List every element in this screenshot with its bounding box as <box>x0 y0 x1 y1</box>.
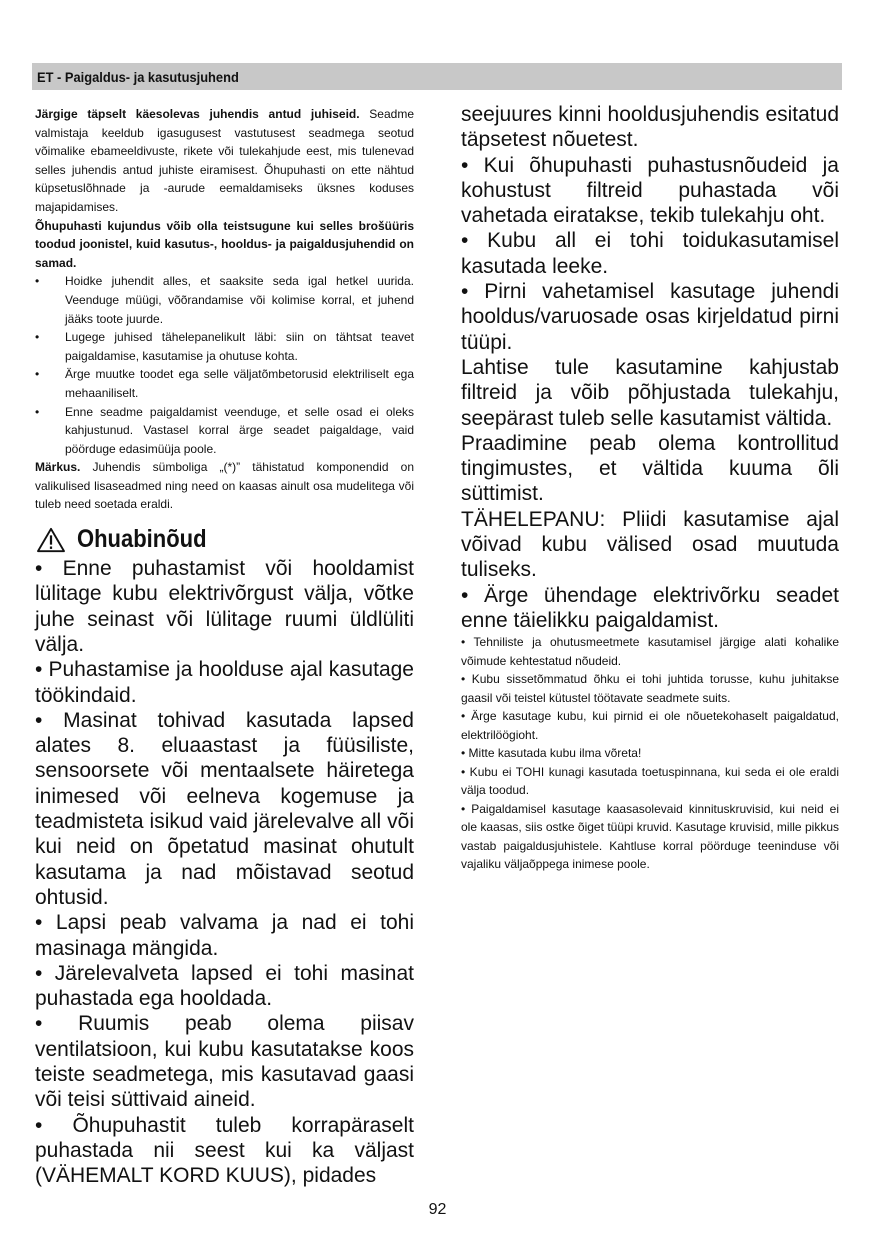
header-bar <box>32 63 842 90</box>
safety-note: • Kubu sissetõmmatud õhku ei tohi juhtida torusse, kuhu juhitakse gaasil või teistel kütustel töötavate seadmete suits. <box>461 672 839 705</box>
precaution-paragraph: • Lapsi peab valvama ja nad ei tohi masinaga mängida. <box>35 911 414 960</box>
intro-bold-text: Järgige täpselt käesolevas juhendis antud juhiseid. <box>35 107 360 121</box>
precaution-paragraph: Lahtise tule kasutamine kahjustab filtreid ja võib põhjustada tulekahju, seepärast tuleb selle kasutamist vältida. <box>461 355 839 430</box>
section-heading <box>35 525 414 554</box>
precaution-paragraph: • Õhupuhastit tuleb korrapäraselt puhastada nii seest kui ka väljast (VÄHEMALT KORD KUUS), pidades <box>35 1113 414 1188</box>
warning-triangle-icon <box>35 527 67 553</box>
precaution-paragraph: • Kui õhupuhasti puhastusnõudeid ja kohustust filtreid puhastada või vahetada eiratakse, tekib tulekahju oht. <box>461 153 839 228</box>
section-title: Ohuabinõud <box>77 525 207 554</box>
precaution-paragraph: • Kubu all ei tohi toidukasutamisel kasutada leeke. <box>461 229 839 278</box>
note-label: Märkus. <box>35 460 81 475</box>
precaution-paragraph: • Ruumis peab olema piisav ventilatsioon, kui kubu kasutatakse koos teiste seadmetega, mis kasutavad gaasi või teisi süttivaid aineid. <box>35 1012 414 1112</box>
precaution-paragraph: • Puhastamise ja hoolduse ajal kasutage töökindaid. <box>35 658 414 707</box>
bullet-symbol: • <box>35 404 40 419</box>
list-item <box>35 365 414 402</box>
warning-paragraph: TÄHELEPANU: Pliidi kasutamise ajal võivad kubu välised osad muutuda tuliseks. <box>461 507 839 582</box>
list-item-text: Enne seadme paigaldamist veenduge, et selle osad ei oleks kahjustunud. Vastasel korral ärge seadet paigaldage, vaid pöörduge edasimüüja poole. <box>65 404 414 456</box>
intro-text: Seadme valmistaja keeldub igasugusest vastutusest seadmega seotud võimalike ebameeldivuste, rikete või tulekahjude eest, mis tulenevad selles juhendis antud juhiste eiramisest. Õhupuhasti on ette nähtud küpsetuslõhnade ja -aurude eemaldamiseks üksnes koduses majapidamises. <box>35 107 414 214</box>
safety-note: • Tehniliste ja ohutusmeetmete kasutamisel järgige alati kohalike võimude kehtestatud nõudeid. <box>461 635 839 668</box>
page-number: 92 <box>428 1201 447 1218</box>
intro-bullet-list <box>35 272 414 458</box>
note-paragraph <box>35 458 414 514</box>
safety-note: • Kubu ei TOHI kunagi kasutada toetuspinnana, kui seda ei ole eraldi välja toodud. <box>461 764 839 798</box>
list-item-text: Lugege juhised tähelepanelikult läbi: siin on tähtsat teavet paigaldamise, kasutamise ja ohutuse kohta. <box>65 330 414 363</box>
list-item <box>35 328 414 365</box>
list-item <box>35 272 414 328</box>
bullet-symbol: • <box>35 274 40 289</box>
safety-note: • Ärge kasutage kubu, kui pirnid ei ole nõuetekohaselt paigaldatud, elektrilöögioht. <box>461 709 839 742</box>
intro-bold-paragraph <box>35 217 414 273</box>
intro-bold-text-2: Õhupuhasti kujundus võib olla teistsugune kui selles brošüüris toodud joonistel, kuid kasutus-, hooldus- ja paigaldusjuhendid on samad. <box>35 218 414 270</box>
header-title: ET - Paigaldus- ja kasutusjuhend <box>37 69 239 85</box>
note-text: Juhendis sümboliga „(*)” tähistatud komponendid on valikulised lisaseadmed ning need on kaasas ainult osa mudelitega või tuleb need soetada eraldi. <box>35 460 414 512</box>
precaution-paragraph: • Ärge ühendage elektrivõrku seadet enne täielikku paigaldamist. <box>461 583 839 632</box>
right-column <box>461 102 839 874</box>
bullet-symbol: • <box>35 367 40 382</box>
list-item-text: Hoidke juhendit alles, et saaksite seda igal hetkel uurida. Veenduge müügi, võõrandamise või kolimise korral, et juhend jääks toote juurde. <box>65 274 414 326</box>
precaution-paragraph: seejuures kinni hooldusjuhendis esitatud täpsetest nõuetest. <box>461 103 839 152</box>
safety-note: • Mitte kasutada kubu ilma võreta! <box>461 746 642 761</box>
list-item <box>35 403 414 459</box>
safety-note: • Paigaldamisel kasutage kaasasolevaid kinnituskruvisid, kui neid ei ole kaasas, siis ostke õiget tüüpi kruvid. Kasutage kruvisid, mille pikkus vastab paigaldusjuhistele. Kahtluse korral pöörduge teeninduse või vajaliku väljaõppega inimese poole. <box>461 801 839 872</box>
precaution-paragraph: • Järelevalveta lapsed ei tohi masinat puhastada ega hooldada. <box>35 961 414 1011</box>
precaution-paragraph: • Masinat tohivad kasutada lapsed alates 8. eluaastast ja füüsiliste, sensoorsete või mentaalsete häiretega inimesed või eelneva kogemuse ja teadmisteta isikud vaid järelevalve all või kui neid on õpetatud masinat ohutult kasutama ja nad mõistavad seotud ohtusid. <box>35 708 414 909</box>
precaution-paragraph: • Pirni vahetamisel kasutage juhendi hooldus/varuosade osas kirjeldatud pirni tüüpi. <box>461 280 839 354</box>
intro-paragraph <box>35 105 414 217</box>
bullet-symbol: • <box>35 330 40 345</box>
precaution-paragraph: Praadimine peab olema kontrollitud tingimustes, et vältida kuuma õli süttimist. <box>461 431 839 506</box>
precaution-paragraph: • Enne puhastamist või hooldamist lülitage kubu elektrivõrgust välja, võtke juhe seinast või lülitage ruumi üldlüliti välja. <box>35 557 414 656</box>
list-item-text: Ärge muutke toodet ega selle väljatõmbetorusid elektriliselt ega mehaaniliselt. <box>65 367 414 400</box>
left-column <box>35 105 414 1188</box>
